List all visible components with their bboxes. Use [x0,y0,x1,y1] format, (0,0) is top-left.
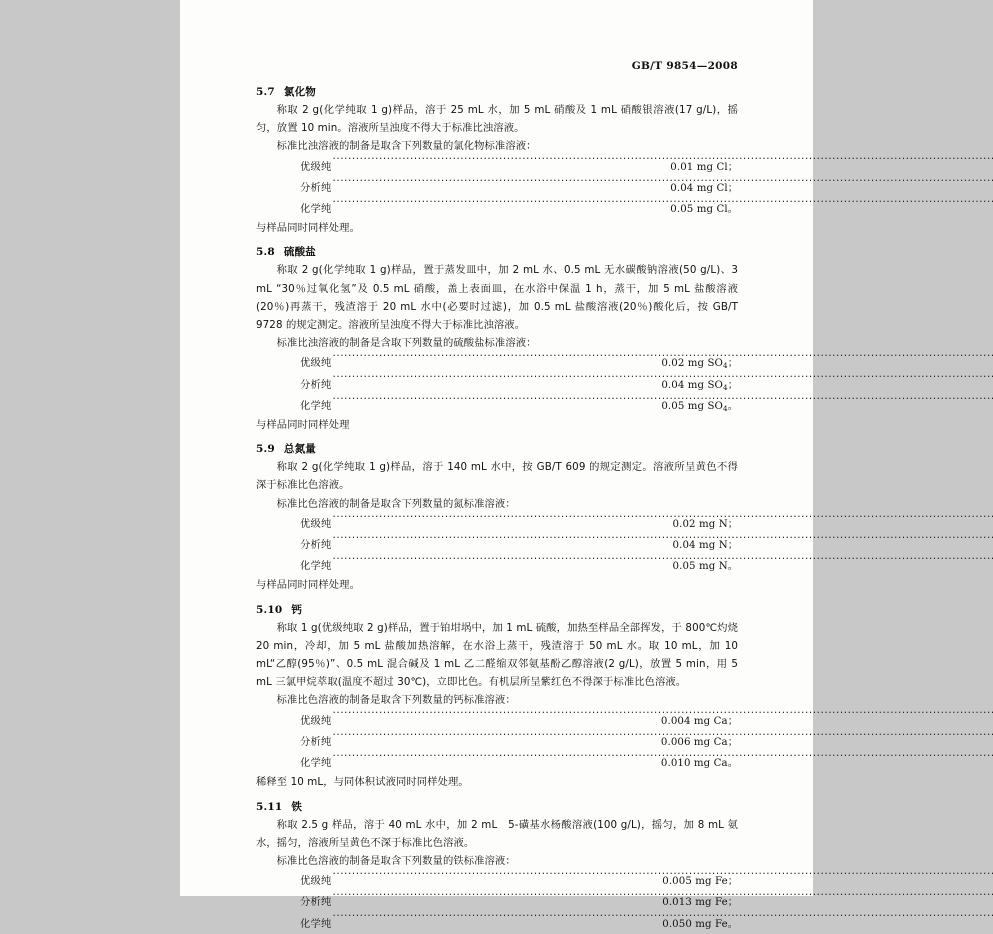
dotted-leader [333,891,662,905]
dotted-leader [333,374,661,388]
section-title: 氯化物 [283,86,316,98]
standard-solution-intro: 标准比色溶液的制备是取含下列数量的氮标准溶液： [276,497,516,510]
grade-value-punct: 。 [727,400,738,412]
dotted-leader [333,752,660,766]
section-number: 5.10 [256,603,283,616]
grade-label: 优级纯 [300,160,332,173]
grade-row [256,198,738,219]
grade-value-text: 0.05 mg Cl [670,204,728,216]
section-tail-note: 与样品同时同样处理。 [256,222,360,235]
dotted-leader [333,156,670,170]
page-content [256,60,738,934]
grade-value-punct: 。 [727,918,738,930]
grade-value-subscript: 4 [723,382,728,392]
grade-label: 分析纯 [300,378,332,391]
section-tail-note: 与样品同时同样处理。 [256,579,360,592]
section-body: 称取 2 g(化学纯取 1 g)样品，置于蒸发皿中，加 2 mL 水、0.5 mL 无水碳酸钠溶液(50 g/L)、3 mL “30％过氧化氢”及 0.5 mL 硝酸，盖上表面皿，在水浴中保温 1 h，蒸干，加 5 mL 盐酸溶液(20％)再蒸干，残渣溶于 20 mL 水中(必要时过滤)，加 0.5 mL 盐酸溶液(20％)酸化后，按 GB/T 9728 的规定测定。溶液所呈浊度不得大于标准比浊溶液。 [256,264,738,332]
standard-code: GB/T 9854—2008 [631,60,738,72]
grade-label: 优级纯 [300,714,332,727]
grade-label: 分析纯 [300,735,332,748]
section [256,244,738,434]
section-heading [256,84,738,99]
dotted-leader [333,177,670,191]
grade-list [256,156,738,220]
section-tail-note: 稀释至 10 mL，与同体积试液同时同样处理。 [256,776,469,789]
grade-label: 分析纯 [300,539,332,552]
grade-value-punct: ； [727,897,738,909]
standard-solution-intro: 标准比浊溶液的制备是取含下列数量的氯化物标准溶液： [276,140,537,153]
running-header [256,60,738,84]
section-tail-note: 与样品同时同样处理 [256,419,350,432]
dotted-leader [333,198,670,212]
dotted-leader [333,913,662,927]
section-title: 铁 [291,800,303,813]
section-number: 5.11 [256,800,283,813]
grade-value-punct: ； [727,518,738,530]
grade-label: 化学纯 [300,757,332,770]
grade-value-subscript: 4 [723,361,728,371]
dotted-leader [333,395,661,409]
section-body: 称取 2 g(化学纯取 1 g)样品，溶于 25 mL 水，加 5 mL 硝酸及 1 mL 硝酸银溶液(17 g/L)，摇匀，放置 10 min。溶液所呈浊度不得大于标准比浊溶液。 [256,104,738,135]
grade-value-text: 0.010 mg Ca [660,758,728,770]
dotted-leader [333,352,661,366]
section-title: 钙 [291,603,303,616]
grade-value-subscript: 4 [723,403,728,413]
section [256,441,738,594]
section-heading [256,799,738,814]
grade-label: 分析纯 [300,896,332,909]
grade-value-punct: ； [727,715,738,727]
grade-value-text: 0.04 mg N [672,540,728,552]
grade-value-text: 0.006 mg Ca [660,736,728,748]
standard-solution-intro: 标准比色溶液的制备是取含下列数量的铁标准溶液： [276,854,516,867]
grade-label: 化学纯 [300,399,332,412]
grade-value-punct: ； [727,876,738,888]
section-body: 称取 2 g(化学纯取 1 g)样品，溶于 140 mL 水中，按 GB/T 609 的规定测定。溶液所呈黄色不得深于标准比色溶液。 [256,461,738,492]
standard-solution-intro: 标准比浊溶液的制备是含取下列数量的硫酸盐标准溶液： [276,337,537,350]
grade-value-text: 0.050 mg Fe [662,918,728,930]
section-title: 总氮量 [283,443,316,456]
standard-solution-intro: 标准比色溶液的制备是取含下列数量的钙标准溶液： [276,694,516,707]
document-page [180,0,813,930]
section-title: 硫酸盐 [283,246,316,259]
section [256,602,738,792]
grade-row [256,555,738,576]
grade-value-text: 0.013 mg Fe [662,897,728,909]
dotted-leader [333,555,672,569]
grade-value-text: 0.05 mg N [672,561,728,573]
grade-label: 优级纯 [300,875,332,888]
section-number: 5.9 [256,443,275,456]
section-heading [256,602,738,617]
section-heading [256,244,738,259]
grade-value-punct: 。 [727,758,738,770]
grade-value-text: 0.04 mg Cl [670,182,728,194]
dotted-leader [333,870,662,884]
section [256,799,738,934]
grade-list [256,710,738,774]
grade-label: 化学纯 [300,560,332,573]
grade-value-punct: ； [727,736,738,748]
grade-value-punct: ； [727,540,738,552]
grade-row [256,395,738,416]
grade-value-text: 0.05 mg SO [661,400,724,412]
section [256,84,738,237]
grade-value-punct: 。 [727,561,738,573]
section-body: 称取 1 g(优级纯取 2 g)样品，置于铂坩埚中，加 1 mL 硫酸，加热至样品全部挥发，于 800℃灼烧 20 min，冷却，加 5 mL 盐酸加热溶解，在水浴上蒸干，残渣溶于 50 mL 水。取 10 mL，加 10 mL“乙醇(95％)”、0.5 mL 混合碱及 1 mL 乙二醛缩双邻氨基酚乙醇溶液(2 g/L)，放置 5 min，用 5 mL 三氯甲烷萃取(温度不超过 30℃)，立即比色。有机层所呈紫红色不得深于标准比色溶液。 [256,621,738,689]
grade-row [256,752,738,773]
grade-value-punct: ； [727,379,738,391]
grade-value-text: 0.04 mg SO [661,379,724,391]
grade-value-text: 0.02 mg N [672,518,728,530]
grade-value-punct: ； [727,358,738,370]
dotted-leader [333,710,660,724]
grade-value-punct: ； [727,182,738,194]
grade-label: 化学纯 [300,917,332,930]
grade-label: 优级纯 [300,517,332,530]
section-heading [256,441,738,456]
section-body: 称取 2.5 g 样品，溶于 40 mL 水中，加 2 mL 5-磺基水杨酸溶液(100 g/L)，摇匀，加 8 mL 氨水，摇匀，溶液所呈黄色不深于标准比色溶液。 [256,818,738,849]
grade-value-text: 0.005 mg Fe [662,876,728,888]
grade-value-text: 0.01 mg Cl [670,161,728,173]
grade-value-text: 0.02 mg SO [661,358,724,370]
grade-label: 化学纯 [300,203,332,216]
grade-value-punct: ； [727,161,738,173]
section-list [256,84,738,934]
section-number: 5.8 [256,246,275,259]
grade-row [256,913,738,934]
grade-list [256,352,738,416]
dotted-leader [333,513,672,527]
grade-value-text: 0.004 mg Ca [660,715,728,727]
dotted-leader [333,731,660,745]
dotted-leader [333,534,672,548]
grade-value-punct: 。 [727,204,738,216]
grade-label: 优级纯 [300,357,332,370]
grade-label: 分析纯 [300,181,332,194]
section-number: 5.7 [256,86,275,98]
grade-list [256,870,738,934]
grade-list [256,513,738,577]
